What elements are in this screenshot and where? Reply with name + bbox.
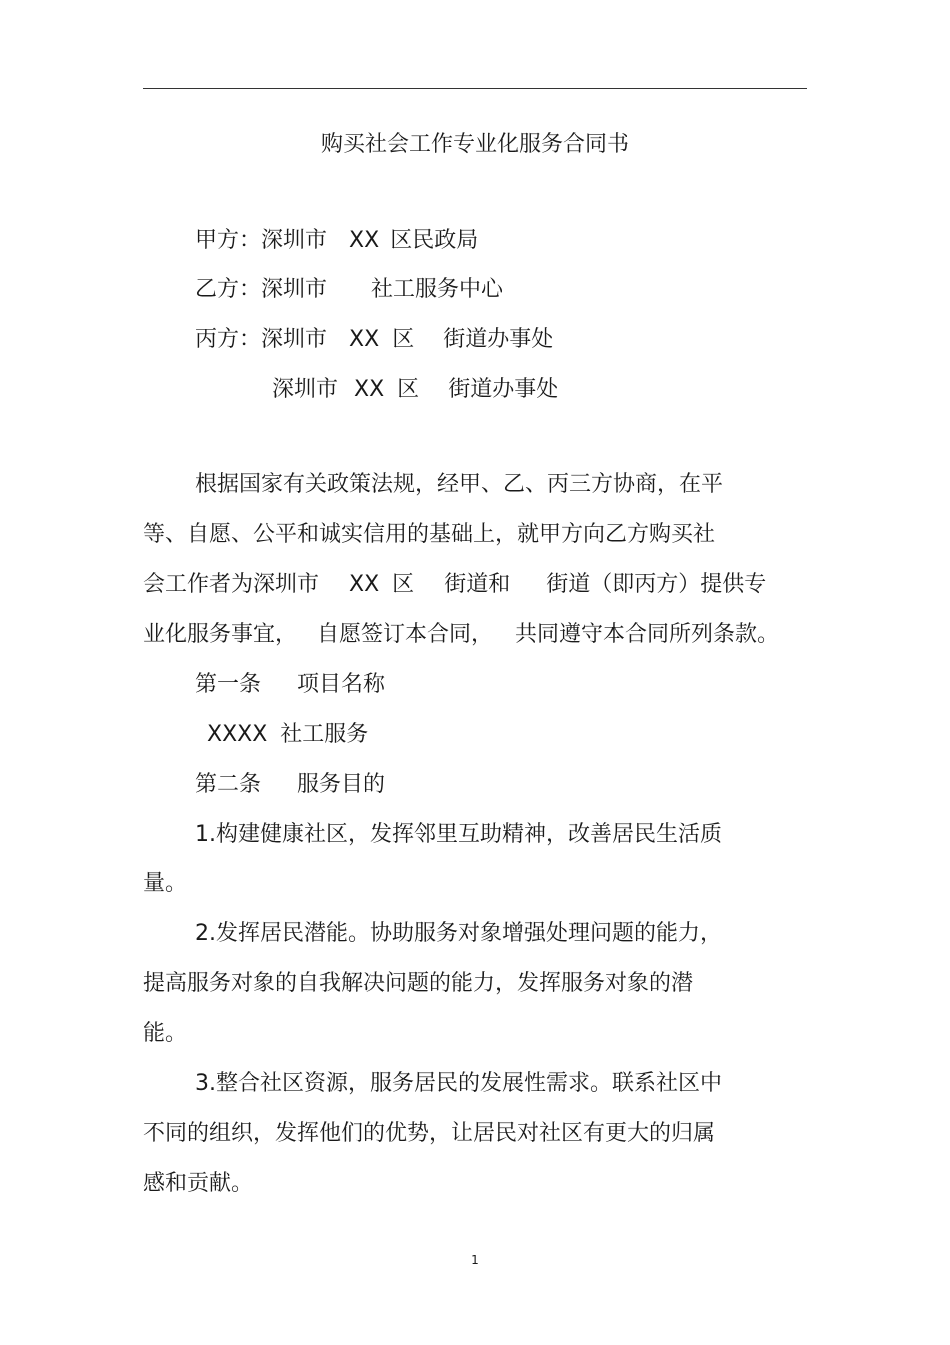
party-c1-city: 深圳市: [261, 327, 328, 352]
article-2-p2-line-2: 提高服务对象的自我解决问题的能力，发挥服务对象的潜: [143, 971, 694, 996]
article-1-heading: 第一条: [195, 672, 262, 697]
document-title: 购买社会工作专业化服务合同书: [320, 132, 629, 157]
intro-line-1: 根据国家有关政策法规，经甲、乙、丙三方协商，在平: [195, 472, 724, 497]
party-b-line: [195, 275, 503, 305]
intro-line-3-d: 街道和: [444, 572, 511, 597]
intro-line-3-c: 区: [392, 572, 415, 597]
article-2-title: 服务目的: [297, 772, 386, 797]
article-1-content: [207, 720, 368, 750]
article-2-p1-line-1: 1.构建健康社区，发挥邻里互助精神，改善居民生活质: [195, 822, 722, 847]
party-a-label: 甲方：: [195, 228, 262, 253]
intro-line-2: 等、自愿、公平和诚实信用的基础上，就甲方向乙方购买社: [143, 522, 716, 547]
party-b-org: 社工服务中心: [371, 277, 504, 302]
party-b-label: 乙方：: [195, 277, 262, 302]
party-c2-city: 深圳市: [272, 377, 339, 402]
header-rule: [143, 88, 807, 89]
party-a-org: 区民政局: [390, 228, 479, 253]
article-2-p2-line-1: 2.发挥居民潜能。协助服务对象增强处理问题的能力，: [195, 921, 722, 946]
party-a-line: [195, 226, 478, 256]
article-2-p1-line-2: 量。: [143, 871, 188, 896]
article-2-p3-line-1: 3.整合社区资源，服务居民的发展性需求。联系社区中: [195, 1071, 722, 1096]
party-c2-org: 街道办事处: [448, 377, 559, 402]
party-b-city: 深圳市: [261, 277, 328, 302]
intro-line-4-b: 自愿签订本合同，: [317, 622, 494, 647]
party-a-city: 深圳市: [261, 228, 328, 253]
intro-line-4-a: 业化服务事宜，: [143, 622, 298, 647]
party-c2-line: [272, 375, 558, 405]
intro-line-3-a: 会工作者为深圳市: [143, 572, 320, 597]
party-c-label: 丙方：: [195, 327, 262, 352]
intro-line-3: [143, 570, 766, 600]
party-c-line: [195, 325, 553, 355]
party-c1-district: XX: [349, 327, 380, 352]
page-number: 1: [471, 1253, 479, 1267]
article-1-heading-line: [195, 670, 385, 700]
intro-line-4-c: 共同遵守本合同所列条款。: [515, 622, 780, 647]
article-2-p3-line-3: 感和贡献。: [143, 1171, 254, 1196]
intro-line-4: [143, 620, 779, 650]
article-2-p3-line-2: 不同的组织，发挥他们的优势，让居民对社区有更大的归属: [143, 1121, 716, 1146]
party-c2-district: XX: [354, 377, 385, 402]
party-c1-org: 街道办事处: [443, 327, 554, 352]
intro-line-3-e: 街道（即丙方）提供专: [546, 572, 767, 597]
party-c1-qu: 区: [392, 327, 415, 352]
article-1-content-b: 社工服务: [280, 722, 369, 747]
intro-line-3-b: XX: [349, 572, 380, 597]
article-2-heading: 第二条: [195, 772, 262, 797]
article-2-heading-line: [195, 770, 385, 800]
article-2-p2-line-3: 能。: [143, 1021, 188, 1046]
article-1-content-a: XXXX: [207, 722, 268, 747]
party-c2-qu: 区: [397, 377, 420, 402]
article-1-title: 项目名称: [297, 672, 386, 697]
party-a-district: XX: [349, 228, 380, 253]
